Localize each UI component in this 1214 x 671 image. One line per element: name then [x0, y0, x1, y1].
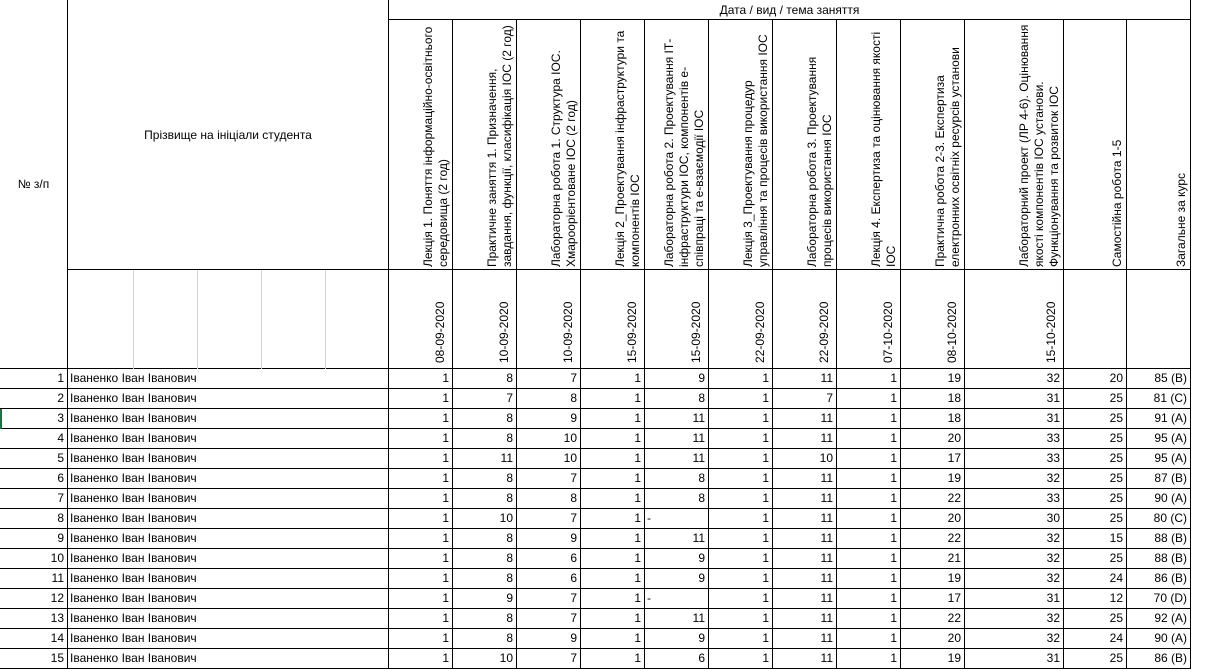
- grade-cell[interactable]: 8: [517, 389, 581, 409]
- topic-date[interactable]: [709, 270, 773, 369]
- topic-date[interactable]: [773, 270, 837, 369]
- grade-cell[interactable]: 24: [1064, 569, 1127, 589]
- topic-header[interactable]: [645, 20, 709, 270]
- grade-cell[interactable]: 18: [901, 389, 965, 409]
- grade-cell[interactable]: 8: [453, 629, 517, 649]
- topic-date[interactable]: [965, 270, 1064, 369]
- student-name-cell[interactable]: Іваненко Іван Іванович: [68, 629, 389, 649]
- grade-cell[interactable]: 1: [389, 529, 453, 549]
- grade-cell[interactable]: 20: [901, 509, 965, 529]
- grade-cell[interactable]: 31: [965, 389, 1064, 409]
- row-number-cell[interactable]: 1: [0, 369, 68, 389]
- grade-cell[interactable]: 1: [581, 409, 645, 429]
- grade-cell[interactable]: 25: [1064, 549, 1127, 569]
- topic-header[interactable]: [773, 20, 837, 270]
- topic-date[interactable]: [837, 270, 901, 369]
- grade-cell[interactable]: 25: [1064, 389, 1127, 409]
- column-header-number[interactable]: № з/п: [0, 0, 68, 369]
- row-number-cell[interactable]: 5: [0, 449, 68, 469]
- topic-date[interactable]: [645, 270, 709, 369]
- grade-cell[interactable]: 25: [1064, 409, 1127, 429]
- row-number-cell[interactable]: 9: [0, 529, 68, 549]
- student-name-cell[interactable]: Іваненко Іван Іванович: [68, 589, 389, 609]
- grade-cell[interactable]: 19: [901, 369, 965, 389]
- grade-cell[interactable]: 7: [517, 469, 581, 489]
- student-name-cell[interactable]: Іваненко Іван Іванович: [68, 389, 389, 409]
- student-name-cell[interactable]: Іваненко Іван Іванович: [68, 469, 389, 489]
- topic-date-label: 15-10-2020: [1044, 301, 1058, 363]
- grade-cell[interactable]: 1: [709, 609, 773, 629]
- row-number-cell[interactable]: 13: [0, 609, 68, 629]
- grade-cell[interactable]: 10: [773, 449, 837, 469]
- grade-cell[interactable]: 25: [1064, 469, 1127, 489]
- grade-cell[interactable]: 25: [1064, 489, 1127, 509]
- grade-cell[interactable]: 11: [453, 449, 517, 469]
- grade-cell[interactable]: 70 (D): [1127, 589, 1191, 609]
- grade-cell[interactable]: 1: [389, 369, 453, 389]
- grade-cell[interactable]: 1: [709, 489, 773, 509]
- grade-cell[interactable]: 8: [645, 469, 709, 489]
- grade-cell[interactable]: 20: [901, 629, 965, 649]
- grade-cell[interactable]: 1: [389, 489, 453, 509]
- topic-date[interactable]: [453, 270, 517, 369]
- topic-title: Загальне за курс: [1174, 172, 1188, 267]
- topic-title: Лабораторний проект (ЛР 4-6). Оцінювання якості компонентів ІОС установи. Функціонування та розвиток ІОС: [1017, 24, 1061, 267]
- grade-cell[interactable]: 32: [965, 469, 1064, 489]
- grade-cell[interactable]: 11: [645, 409, 709, 429]
- grade-cell[interactable]: 1: [837, 529, 901, 549]
- grade-cell[interactable]: 1: [581, 489, 645, 509]
- grade-cell[interactable]: 8: [517, 489, 581, 509]
- topic-title: Лекція 2_Проектування інфраструктури та компонентів ІОС: [613, 30, 642, 267]
- topic-date-label: 10-09-2020: [561, 301, 575, 363]
- topic-header[interactable]: [389, 20, 453, 270]
- grade-cell[interactable]: 7: [517, 609, 581, 629]
- topic-header[interactable]: [581, 20, 645, 270]
- grade-cell[interactable]: 22: [901, 529, 965, 549]
- date-type-topic-header[interactable]: Дата / вид / тема заняття: [389, 0, 1191, 20]
- grade-cell[interactable]: 1: [389, 409, 453, 429]
- topic-title: Самостійна робота 1-5: [1110, 139, 1124, 267]
- grade-cell[interactable]: 1: [389, 549, 453, 569]
- grade-cell[interactable]: 25: [1064, 449, 1127, 469]
- grade-cell[interactable]: 1: [581, 509, 645, 529]
- row-number-cell[interactable]: 8: [0, 509, 68, 529]
- grade-cell[interactable]: 8: [453, 569, 517, 589]
- grade-cell[interactable]: 1: [581, 529, 645, 549]
- grade-cell[interactable]: 1: [389, 389, 453, 409]
- grade-cell[interactable]: 1: [837, 469, 901, 489]
- name-header-blank: [68, 270, 389, 369]
- grade-cell[interactable]: 1: [837, 589, 901, 609]
- grade-cell[interactable]: 11: [773, 629, 837, 649]
- row-number-cell[interactable]: 4: [0, 429, 68, 449]
- grade-cell[interactable]: 81 (C): [1127, 389, 1191, 409]
- student-name-cell[interactable]: Іваненко Іван Іванович: [68, 569, 389, 589]
- faint-gridline: [325, 270, 326, 369]
- grade-cell[interactable]: 80 (C): [1127, 509, 1191, 529]
- grade-cell[interactable]: 22: [901, 489, 965, 509]
- topic-date[interactable]: [1064, 270, 1127, 369]
- grade-cell[interactable]: 1: [581, 549, 645, 569]
- active-cell-marker: [0, 409, 2, 429]
- grade-cell[interactable]: 11: [773, 569, 837, 589]
- faint-gridline: [197, 270, 198, 369]
- grade-cell[interactable]: 1: [837, 509, 901, 529]
- student-name-cell[interactable]: Іваненко Іван Іванович: [68, 609, 389, 629]
- grade-cell[interactable]: 32: [965, 529, 1064, 549]
- grade-cell[interactable]: 17: [901, 449, 965, 469]
- grade-cell[interactable]: 95 (A): [1127, 429, 1191, 449]
- grade-cell[interactable]: 6: [645, 649, 709, 669]
- grade-cell[interactable]: 1: [581, 449, 645, 469]
- grade-cell[interactable]: 8: [453, 549, 517, 569]
- topic-title: Лекція 4. Експертиза та оцінювання якості ІОС: [869, 31, 898, 267]
- grade-cell[interactable]: 9: [517, 409, 581, 429]
- grade-cell[interactable]: 32: [965, 569, 1064, 589]
- grade-cell[interactable]: 10: [453, 649, 517, 669]
- grade-cell[interactable]: 33: [965, 449, 1064, 469]
- grade-cell[interactable]: -: [645, 589, 709, 609]
- topic-header[interactable]: [901, 20, 965, 270]
- topic-title: Практичне заняття 1. Призначення, завдання, функції, класифікація ІОС (2 год): [485, 25, 514, 267]
- grade-cell[interactable]: 8: [453, 609, 517, 629]
- grade-cell[interactable]: 1: [389, 609, 453, 629]
- grade-cell[interactable]: 8: [453, 369, 517, 389]
- topic-header[interactable]: [517, 20, 581, 270]
- topic-title: Лекція 1. Поняття інформаційно-освітнього середовища (2 год): [421, 26, 450, 267]
- grade-cell[interactable]: 1: [581, 569, 645, 589]
- grade-cell[interactable]: 9: [645, 549, 709, 569]
- grade-cell[interactable]: 1: [837, 389, 901, 409]
- grade-cell[interactable]: 19: [901, 469, 965, 489]
- grade-cell[interactable]: 31: [965, 409, 1064, 429]
- student-name-cell[interactable]: Іваненко Іван Іванович: [68, 429, 389, 449]
- grade-cell[interactable]: 88 (B): [1127, 549, 1191, 569]
- student-name-cell[interactable]: Іваненко Іван Іванович: [68, 549, 389, 569]
- grade-cell[interactable]: 1: [837, 449, 901, 469]
- topic-date[interactable]: [517, 270, 581, 369]
- grade-cell[interactable]: 11: [773, 609, 837, 629]
- grade-cell[interactable]: 7: [517, 649, 581, 669]
- grade-cell[interactable]: 95 (A): [1127, 449, 1191, 469]
- topic-date[interactable]: [901, 270, 965, 369]
- grade-cell[interactable]: 1: [837, 409, 901, 429]
- grade-cell[interactable]: 1: [709, 409, 773, 429]
- grade-cell[interactable]: 32: [965, 629, 1064, 649]
- row-number-cell[interactable]: 15: [0, 649, 68, 669]
- grade-cell[interactable]: 9: [645, 629, 709, 649]
- grade-cell[interactable]: 24: [1064, 629, 1127, 649]
- grade-cell[interactable]: 6: [517, 549, 581, 569]
- grade-cell[interactable]: 1: [389, 649, 453, 669]
- grade-cell[interactable]: 8: [453, 489, 517, 509]
- grade-cell[interactable]: 85 (B): [1127, 369, 1191, 389]
- grade-cell[interactable]: 7: [453, 389, 517, 409]
- grade-cell[interactable]: 1: [837, 489, 901, 509]
- student-name-cell[interactable]: Іваненко Іван Іванович: [68, 509, 389, 529]
- grade-cell[interactable]: 1: [709, 429, 773, 449]
- row-number-cell[interactable]: 6: [0, 469, 68, 489]
- grade-cell[interactable]: 1: [709, 389, 773, 409]
- topic-date-label: 22-09-2020: [753, 301, 767, 363]
- student-name-cell[interactable]: Іваненко Іван Іванович: [68, 529, 389, 549]
- grade-cell[interactable]: 9: [645, 569, 709, 589]
- student-name-cell[interactable]: Іваненко Іван Іванович: [68, 369, 389, 389]
- topic-title: Лабораторна робота 1. Структура ІОС. Хмароорієнтоване ІОС (2 год): [549, 50, 578, 267]
- topic-header[interactable]: [709, 20, 773, 270]
- grade-cell[interactable]: 11: [773, 369, 837, 389]
- grade-cell[interactable]: 11: [773, 409, 837, 429]
- grade-cell[interactable]: 1: [389, 629, 453, 649]
- student-name-cell[interactable]: Іваненко Іван Іванович: [68, 649, 389, 669]
- topic-date-label: 08-09-2020: [433, 301, 447, 363]
- grade-cell[interactable]: 1: [837, 649, 901, 669]
- grade-cell[interactable]: 7: [517, 589, 581, 609]
- row-number-cell[interactable]: 7: [0, 489, 68, 509]
- grade-cell[interactable]: 1: [581, 629, 645, 649]
- grade-cell[interactable]: 1: [837, 369, 901, 389]
- grade-cell[interactable]: 32: [965, 549, 1064, 569]
- grade-cell[interactable]: 1: [581, 609, 645, 629]
- grade-cell[interactable]: 33: [965, 489, 1064, 509]
- grade-cell[interactable]: 1: [581, 369, 645, 389]
- grade-cell[interactable]: 11: [773, 429, 837, 449]
- grade-cell[interactable]: 1: [581, 389, 645, 409]
- grade-cell[interactable]: 1: [837, 609, 901, 629]
- grade-cell[interactable]: 8: [453, 529, 517, 549]
- grade-cell[interactable]: 9: [453, 589, 517, 609]
- grade-cell[interactable]: 1: [581, 649, 645, 669]
- grade-cell[interactable]: 1: [389, 569, 453, 589]
- grade-cell[interactable]: 7: [517, 369, 581, 389]
- grade-cell[interactable]: 1: [581, 469, 645, 489]
- grade-cell[interactable]: 1: [709, 509, 773, 529]
- grade-cell[interactable]: 1: [837, 549, 901, 569]
- topic-date[interactable]: [581, 270, 645, 369]
- grade-cell[interactable]: 1: [581, 589, 645, 609]
- grade-cell[interactable]: 11: [773, 469, 837, 489]
- grade-cell[interactable]: 91 (A): [1127, 409, 1191, 429]
- topic-date-label: 22-09-2020: [817, 301, 831, 363]
- grade-cell[interactable]: 25: [1064, 649, 1127, 669]
- grade-cell[interactable]: 30: [965, 509, 1064, 529]
- grade-cell[interactable]: 32: [965, 369, 1064, 389]
- grade-cell[interactable]: 11: [645, 529, 709, 549]
- grade-cell[interactable]: 11: [773, 549, 837, 569]
- topic-date[interactable]: [389, 270, 453, 369]
- grade-cell[interactable]: 7: [517, 509, 581, 529]
- grade-cell[interactable]: 11: [645, 449, 709, 469]
- grade-cell[interactable]: 1: [709, 469, 773, 489]
- grade-cell[interactable]: 11: [645, 609, 709, 629]
- grade-cell[interactable]: 1: [709, 649, 773, 669]
- grade-cell[interactable]: 86 (B): [1127, 569, 1191, 589]
- grade-cell[interactable]: 1: [837, 629, 901, 649]
- topic-date-label: 10-09-2020: [497, 301, 511, 363]
- grade-cell[interactable]: 11: [773, 649, 837, 669]
- grade-cell[interactable]: 11: [773, 509, 837, 529]
- grade-cell[interactable]: 9: [517, 629, 581, 649]
- row-number-cell[interactable]: 10: [0, 549, 68, 569]
- grade-cell[interactable]: 9: [645, 369, 709, 389]
- row-number-cell[interactable]: 2: [0, 389, 68, 409]
- grade-cell[interactable]: 1: [581, 429, 645, 449]
- student-name-cell[interactable]: Іваненко Іван Іванович: [68, 489, 389, 509]
- topic-title: Лабораторна робота 2. Проектування ІТ-інфраструктури ІОС, компонентів е-співпраці та е-взаємодії ІОС: [662, 38, 706, 267]
- grade-cell[interactable]: 25: [1064, 609, 1127, 629]
- grade-cell[interactable]: 1: [709, 529, 773, 549]
- grade-cell[interactable]: 90 (A): [1127, 489, 1191, 509]
- grade-cell[interactable]: 87 (B): [1127, 469, 1191, 489]
- topic-header[interactable]: [1064, 20, 1127, 270]
- topic-title: Лабораторна робота 3. Проектування процесів використання ІОС: [805, 56, 834, 267]
- grade-cell[interactable]: 32: [965, 609, 1064, 629]
- grade-cell[interactable]: 1: [709, 549, 773, 569]
- topic-date-label: 08-10-2020: [945, 301, 959, 363]
- grade-cell[interactable]: 20: [901, 429, 965, 449]
- grade-cell[interactable]: -: [645, 509, 709, 529]
- faint-gridline: [133, 270, 134, 369]
- column-header-student-name[interactable]: Прізвище на ініціали студента: [68, 0, 389, 270]
- row-number-cell[interactable]: 3: [0, 409, 68, 429]
- topic-header[interactable]: [1127, 20, 1191, 270]
- grade-cell[interactable]: 11: [773, 589, 837, 609]
- grade-cell[interactable]: 12: [1064, 589, 1127, 609]
- grade-cell[interactable]: 31: [965, 649, 1064, 669]
- topic-title: Лекція 3_Проектування процедур управління та процесів використання ІОС: [741, 34, 770, 267]
- grade-cell[interactable]: 1: [837, 429, 901, 449]
- grade-cell[interactable]: 8: [645, 489, 709, 509]
- faint-gridline: [261, 270, 262, 369]
- topic-date[interactable]: [1127, 270, 1191, 369]
- grade-cell[interactable]: 8: [453, 429, 517, 449]
- grade-cell[interactable]: 1: [389, 429, 453, 449]
- row-number-cell[interactable]: 12: [0, 589, 68, 609]
- topic-date-label: 15-09-2020: [625, 301, 639, 363]
- topic-date-label: 07-10-2020: [881, 301, 895, 363]
- grade-cell[interactable]: 25: [1064, 429, 1127, 449]
- grade-cell[interactable]: 1: [389, 589, 453, 609]
- row-number-cell[interactable]: 14: [0, 629, 68, 649]
- grade-cell[interactable]: 8: [645, 389, 709, 409]
- grade-cell[interactable]: 17: [901, 589, 965, 609]
- grade-cell[interactable]: 86 (B): [1127, 649, 1191, 669]
- grade-cell[interactable]: 1: [709, 569, 773, 589]
- grade-cell[interactable]: 8: [453, 409, 517, 429]
- student-name-cell[interactable]: Іваненко Іван Іванович: [68, 409, 389, 429]
- grade-cell[interactable]: 18: [901, 409, 965, 429]
- grade-cell[interactable]: 8: [453, 469, 517, 489]
- grade-cell[interactable]: 6: [517, 569, 581, 589]
- grade-cell[interactable]: 10: [517, 429, 581, 449]
- topic-title: Практична робота 2-3. Експертиза електронних освітніх ресурсів установи: [933, 47, 962, 267]
- grade-cell[interactable]: 21: [901, 549, 965, 569]
- grade-cell[interactable]: 7: [773, 389, 837, 409]
- grade-cell[interactable]: 10: [453, 509, 517, 529]
- grade-cell[interactable]: 1: [389, 449, 453, 469]
- grade-cell[interactable]: 15: [1064, 529, 1127, 549]
- grade-cell[interactable]: 11: [773, 489, 837, 509]
- grade-cell[interactable]: 1: [709, 449, 773, 469]
- grade-cell[interactable]: 1: [709, 629, 773, 649]
- grade-cell[interactable]: 11: [645, 429, 709, 449]
- grade-cell[interactable]: 22: [901, 609, 965, 629]
- grade-cell[interactable]: 1: [709, 369, 773, 389]
- grade-cell[interactable]: 19: [901, 649, 965, 669]
- topic-header[interactable]: [965, 20, 1064, 270]
- topic-header[interactable]: [837, 20, 901, 270]
- grade-cell[interactable]: 1: [389, 469, 453, 489]
- grade-cell[interactable]: 1: [709, 589, 773, 609]
- grade-cell[interactable]: 92 (A): [1127, 609, 1191, 629]
- grade-cell[interactable]: 20: [1064, 369, 1127, 389]
- grade-cell[interactable]: 11: [773, 529, 837, 549]
- student-name-cell[interactable]: Іваненко Іван Іванович: [68, 449, 389, 469]
- topic-date-label: 15-09-2020: [689, 301, 703, 363]
- grade-cell[interactable]: 1: [389, 509, 453, 529]
- grade-cell[interactable]: 33: [965, 429, 1064, 449]
- grade-cell[interactable]: 1: [837, 569, 901, 589]
- grade-cell[interactable]: 88 (B): [1127, 529, 1191, 549]
- grade-cell[interactable]: 9: [517, 529, 581, 549]
- row-number-cell[interactable]: 11: [0, 569, 68, 589]
- topic-header[interactable]: [453, 20, 517, 270]
- grade-cell[interactable]: 10: [517, 449, 581, 469]
- grade-cell[interactable]: 31: [965, 589, 1064, 609]
- grade-cell[interactable]: 25: [1064, 509, 1127, 529]
- grade-cell[interactable]: 19: [901, 569, 965, 589]
- grade-cell[interactable]: 90 (A): [1127, 629, 1191, 649]
